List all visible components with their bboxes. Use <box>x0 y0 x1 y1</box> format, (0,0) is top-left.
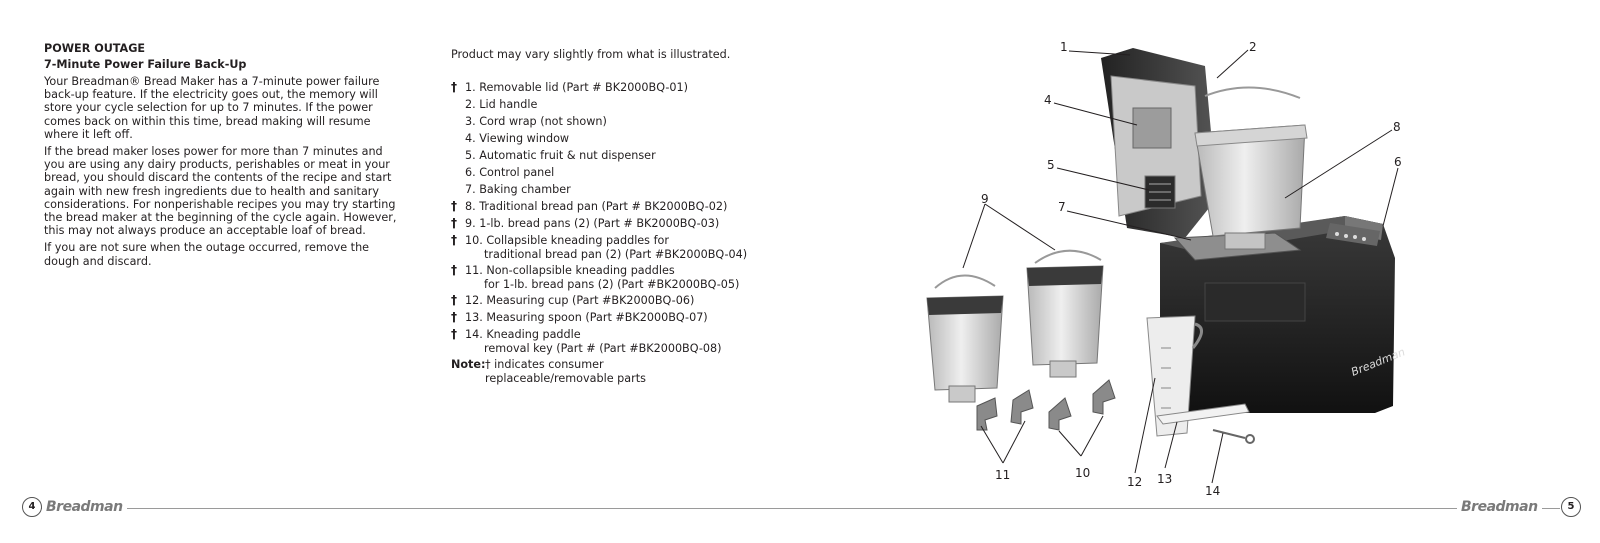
dagger-mark: † <box>451 199 457 213</box>
paragraph-1: Your Breadman® Bread Maker has a 7-minute power failure back-up feature. If the electricity goes out, the memory will store your cycle selection for up to 7 minutes. If the power comes back on within this time, bread making will resume where it left off. <box>44 75 380 141</box>
illustration-disclaimer: Product may vary slightly from what is illustrated. <box>451 48 731 61</box>
dagger-mark: † <box>451 293 457 307</box>
dagger-mark: † <box>451 327 457 341</box>
part-item: † 12. Measuring cup (Part #BK2000BQ-06) <box>451 293 695 307</box>
part-item: 3. Cord wrap (not shown) <box>465 115 607 128</box>
non-collapsible-paddles <box>977 390 1033 430</box>
viewing-window <box>1133 108 1171 148</box>
note-label: Note: <box>451 358 486 371</box>
part-item: 7. Baking chamber <box>465 183 571 196</box>
note <box>451 358 771 386</box>
callout-12: 12 <box>1127 475 1143 489</box>
callout-9: 9 <box>981 192 989 206</box>
parts-list-section <box>451 48 771 386</box>
brand-logo-right: Breadman <box>1457 499 1542 515</box>
dagger-mark: † <box>451 216 457 230</box>
note-line-1: † indicates consumer <box>485 358 604 371</box>
part-item: † 10. Collapsible kneading paddles for traditional bread pan (2) (Part #BK2000BQ-04) <box>451 233 748 261</box>
callout-13: 13 <box>1157 472 1173 486</box>
part-item: † 11. Non-collapsible kneading paddles for 1-lb. bread pans (2) (Part #BK2000BQ-05) <box>451 263 740 291</box>
dagger-mark: † <box>451 263 457 277</box>
part-item: † 9. 1-lb. bread pans (2) (Part # BK2000BQ-03) <box>451 216 720 230</box>
callout-6: 6 <box>1394 155 1402 169</box>
part-item: † 14. Kneading paddle removal key (Part # (Part #BK2000BQ-08) <box>451 327 722 355</box>
callout-10: 10 <box>1075 466 1091 480</box>
callout-7: 7 <box>1058 200 1066 214</box>
part-item: 6. Control panel <box>465 166 555 179</box>
footer-rule <box>40 508 1560 509</box>
dagger-mark: † <box>451 233 457 247</box>
callout-4: 4 <box>1044 93 1052 107</box>
part-item: 4. Viewing window <box>465 132 570 145</box>
paragraph-2: If the bread maker loses power for more than 7 minutes and you are using any dairy products, perishables or meat in your bread, you should discard the contents of the recipe and start again with new fresh ingredients due to health and sanitary considerations. For nonperishable recipes you may try starting the bread maker at the beginning of the cycle again. However, this may not always produce an acceptable loaf of bread. <box>44 145 397 238</box>
callout-8: 8 <box>1393 120 1401 134</box>
parts-list <box>451 81 771 358</box>
callout-11: 11 <box>995 468 1011 482</box>
paddle-removal-key <box>1213 430 1254 443</box>
traditional-bread-pan <box>1195 87 1307 249</box>
dagger-mark: † <box>451 80 457 94</box>
callout-1: 1 <box>1060 40 1068 54</box>
note-line-2: replaceable/removable parts <box>485 372 646 385</box>
one-lb-bread-pan-b <box>1027 251 1103 377</box>
part-item: † 13. Measuring spoon (Part #BK2000BQ-07) <box>451 310 708 324</box>
part-item: † 1. Removable lid (Part # BK2000BQ-01) <box>451 80 688 94</box>
paragraph-3: If you are not sure when the outage occurred, remove the dough and discard. <box>44 241 370 268</box>
section-subheading: 7-Minute Power Failure Back-Up <box>44 58 247 71</box>
callout-2: 2 <box>1249 40 1257 54</box>
bread-maker-illustration <box>905 28 1445 498</box>
section-heading: POWER OUTAGE <box>44 42 146 55</box>
machine-logo: Breadman <box>1349 345 1407 379</box>
power-outage-section <box>44 42 400 268</box>
part-item: 5. Automatic fruit & nut dispenser <box>465 149 656 162</box>
part-item: † 8. Traditional bread pan (Part # BK2000BQ-02) <box>451 199 728 213</box>
bread-maker-diagram <box>905 28 1445 498</box>
one-lb-bread-pan-a <box>927 275 1003 402</box>
page-number-right: 5 <box>1561 497 1581 517</box>
callout-5: 5 <box>1047 158 1055 172</box>
dagger-mark: † <box>451 310 457 324</box>
part-item: 2. Lid handle <box>465 98 538 111</box>
callout-14: 14 <box>1205 484 1221 498</box>
collapsible-paddles <box>1049 380 1115 430</box>
brand-logo-left: Breadman <box>42 499 127 515</box>
page-number-left: 4 <box>22 497 42 517</box>
